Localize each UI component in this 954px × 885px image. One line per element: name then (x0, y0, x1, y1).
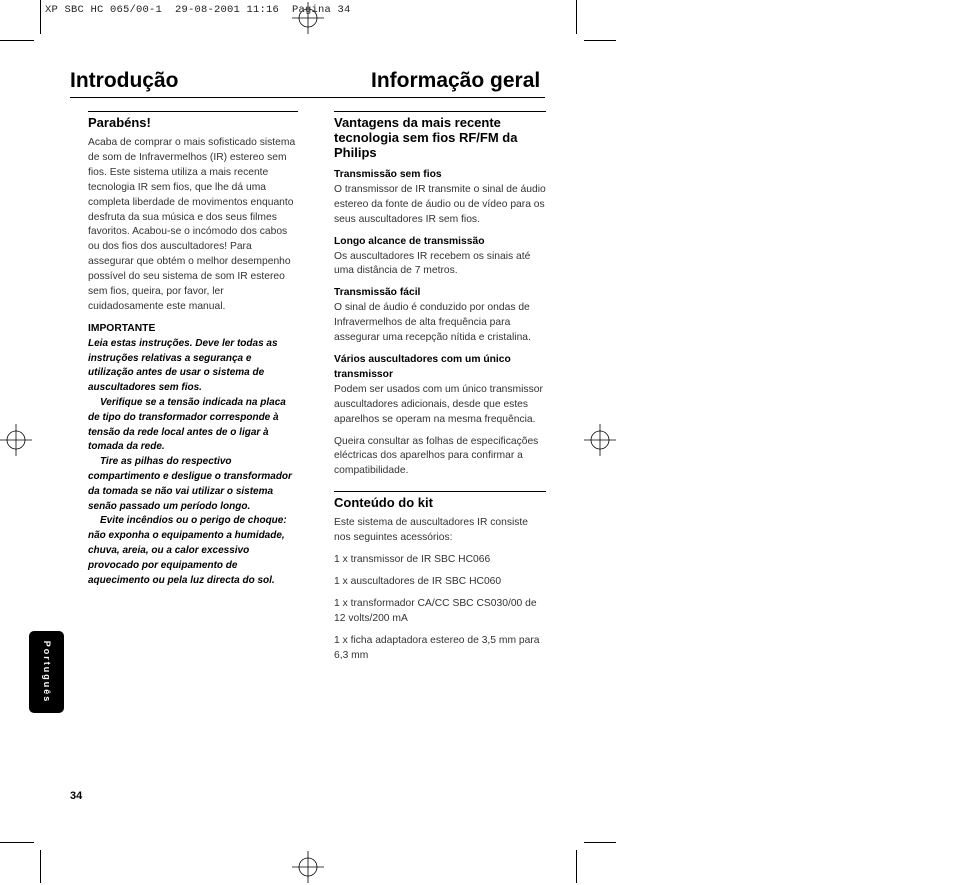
section-divider (334, 111, 546, 112)
language-tab (29, 631, 64, 713)
kit-item: 1 x transformador CA/CC SBC CS030/00 de 12 volts/200 mA (334, 597, 537, 624)
section-title-kit: Conteúdo do kit (334, 495, 433, 511)
kit-intro: Este sistema de auscultadores IR consiste nos seguintes acessórios: (334, 517, 529, 544)
feature-text: Os auscultadores IR recebem os sinais até uma distância de 7 metros. (334, 250, 531, 277)
warning-text: Leia estas instruções. Deve ler todas as instruções relativas a segurança e utilização antes de usar o sistema de auscultadores sem fios. (88, 337, 278, 394)
crop-mark (40, 850, 41, 883)
kit-item: 1 x transmissor de IR SBC HC066 (334, 554, 491, 566)
crop-mark (576, 0, 577, 34)
page-title-right: Informação geral (371, 69, 541, 92)
feature-label: Transmissão sem fios (334, 169, 442, 180)
crop-mark (584, 40, 616, 41)
page-number: 34 (70, 790, 83, 802)
warning-text: Verifique se a tensão indicada na placa de tipo do transformador corresponde à tensão da rede local antes de o ligar à tomada da rede. (88, 396, 286, 453)
crop-mark (0, 842, 34, 843)
feature-block (334, 168, 546, 228)
important-label: IMPORTANTE (88, 322, 156, 334)
feature-block (334, 235, 546, 280)
page-title-left: Introdução (70, 69, 179, 92)
print-header: XP SBC HC 065/00-1 29-08-2001 11:16 Pagina 34 (45, 4, 351, 16)
section-title-advantages: Vantagens da mais recente tecnologia sem fios RF/FM da Philips (334, 115, 518, 160)
section-divider (334, 491, 546, 492)
section-title-congratulations: Parabéns! (88, 115, 151, 130)
feature-text: Podem ser usados com um único transmissor auscultadores adicionais, desde que estes aparelhos se operam na mesma frequência. (334, 383, 543, 425)
feature-text: O transmissor de IR transmite o sinal de áudio estereo da fonte de áudio ou de vídeo para os seus auscultadores IR sem fios. (334, 183, 546, 225)
safety-warnings (88, 337, 298, 589)
registration-mark-left (0, 422, 36, 458)
crop-mark (40, 0, 41, 34)
warning-text: Tire as pilhas do respectivo compartimento e desligue o transformador da tomada se não vai utilizar o sistema senão passado um período longo. (88, 456, 292, 512)
crop-mark (576, 850, 577, 883)
feature-block (334, 286, 546, 346)
title-divider (70, 97, 545, 98)
language-tab-label: Português (41, 640, 52, 704)
right-column (334, 111, 546, 663)
left-column (88, 111, 298, 588)
feature-text: O sinal de áudio é conduzido por ondas de Infravermelhos de alta frequência para assegurar uma recepção nítida e cristalina. (334, 302, 531, 344)
spec-note: Queira consultar as folhas de especificações eléctricas dos aparelhos para confirmar a compatibilidade. (334, 435, 539, 477)
kit-item: 1 x auscultadores de IR SBC HC060 (334, 575, 502, 587)
section-divider (88, 111, 298, 112)
registration-mark-bottom (290, 849, 326, 885)
warning-text: Evite incêndios ou o perigo de choque: não exponha o equipamento a humidade, chuva, areia, ou a calor excessivo provocado por equipamento de aquecimento ou pela luz directa do sol. (88, 515, 287, 586)
registration-mark-right (582, 422, 618, 458)
feature-label: Transmissão fácil (334, 287, 421, 299)
kit-item: 1 x ficha adaptadora estereo de 3,5 mm para 6,3 mm (334, 634, 540, 661)
intro-paragraph: Acaba de comprar o mais sofisticado sistema de som de Infravermelhos (IR) estereo sem fios. Este sistema utiliza a mais recente tecnologia IR sem fios, que lhe dá uma completa liberdade de movimentos enquanto desfruta da sua música e dos seus filmes favoritos. Acabou-se o incómodo dos cabos ou dos fios dos auscultadores! Para assegurar que obtém o melhor desempenho possível do seu sistema de som IR estereo sem fios, queira, por favor, ler cuidadosamente este manual. (88, 137, 296, 312)
crop-mark (584, 842, 616, 843)
crop-mark (0, 40, 34, 41)
feature-label: Longo alcance de transmissão (334, 235, 485, 247)
feature-label: Vários auscultadores com um único transmissor (334, 353, 511, 380)
feature-block (334, 353, 546, 428)
